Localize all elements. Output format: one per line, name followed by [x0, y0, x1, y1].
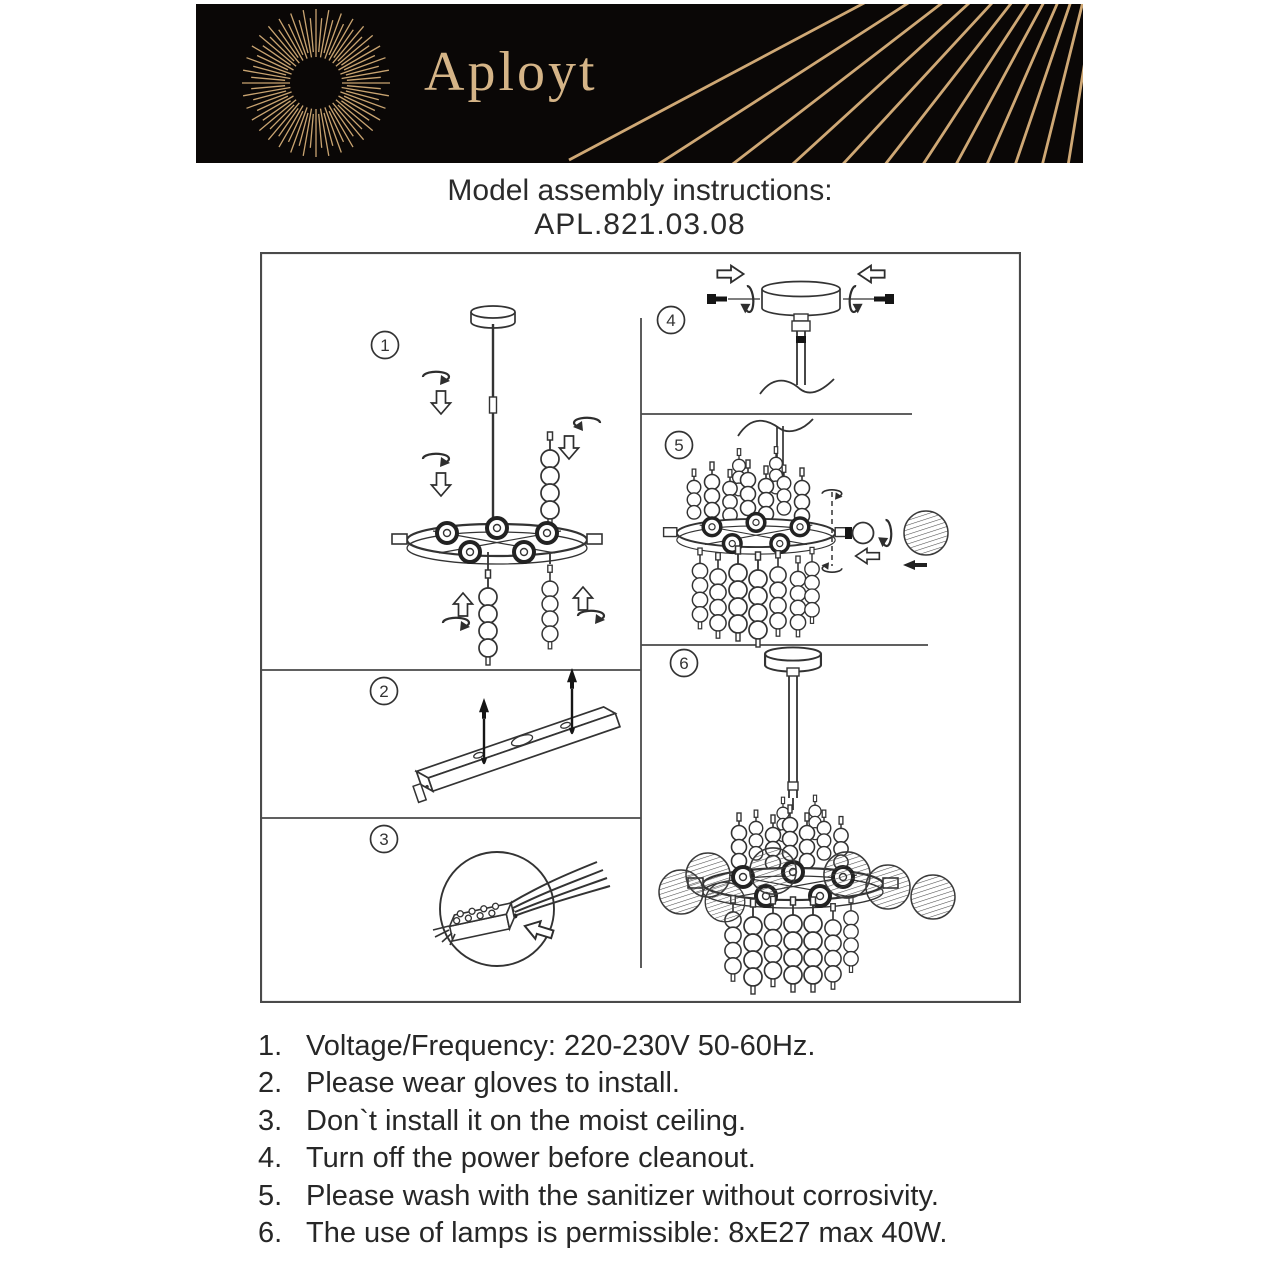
title-block [0, 174, 1280, 242]
assembly-diagram [260, 252, 1021, 1003]
item-number: 4. [258, 1142, 283, 1175]
wire-drawing [738, 419, 813, 436]
glass-shade-drawing [904, 511, 948, 555]
glass-shade-drawing [866, 865, 910, 909]
brand-logo-text: Aployt [424, 41, 598, 103]
glass-shade-drawing [659, 870, 703, 914]
glass-shade-drawing [750, 848, 796, 894]
rotate-arrow-icon [573, 418, 600, 431]
rotate-arrow-icon [423, 372, 450, 385]
step-6-number: 6 [679, 654, 689, 673]
list-item [258, 1028, 1058, 1065]
model-code: APL.821.03.08 [534, 208, 746, 241]
page-title: Model assembly instructions: [447, 174, 833, 207]
up-arrow-icon [454, 593, 473, 616]
chandelier-body-drawing [659, 795, 955, 994]
down-arrow-icon [432, 391, 451, 414]
item-text: Please wash with the sanitizer without corrosivity. [306, 1179, 939, 1212]
list-item [258, 1178, 1058, 1215]
brand-banner [196, 4, 1083, 163]
small-left-arrow-icon [903, 560, 927, 570]
bulb-base-drawing [845, 527, 852, 539]
banner-decoration [196, 4, 1083, 163]
down-arrow-icon [432, 473, 451, 496]
bead-strand-drawing [479, 570, 497, 665]
item-number: 1. [258, 1030, 283, 1062]
rotate-arrow-icon [849, 286, 865, 314]
rotate-arrow-icon [822, 562, 842, 572]
screw-icon [707, 294, 716, 304]
corner-rays-decoration [569, 4, 1083, 163]
step-2-diagram [371, 668, 622, 802]
step-1-diagram [372, 306, 606, 665]
down-arrow-icon [560, 436, 579, 459]
glass-shade-drawing [911, 875, 955, 919]
mounting-bracket-drawing [409, 704, 622, 802]
up-arrow-icon [574, 587, 593, 610]
list-item [258, 1103, 1058, 1140]
rotate-arrow-icon [423, 454, 450, 467]
rotate-arrow-icon [878, 520, 892, 547]
insert-arrow-icon [717, 266, 743, 283]
step-4-number: 4 [666, 311, 676, 330]
glass-shade-drawing [705, 882, 745, 922]
sunburst-icon [242, 9, 390, 157]
chandelier-ring-drawing [392, 518, 602, 564]
step-6-diagram [659, 647, 955, 994]
step-3-number: 3 [379, 830, 389, 849]
assembly-diagram-canvas [260, 252, 1021, 1003]
item-text: Don`t install it on the moist ceiling. [306, 1104, 747, 1137]
bead-strand-drawing [541, 432, 559, 527]
instruction-list [258, 1028, 1058, 1252]
insert-arrow-icon [856, 548, 880, 563]
item-number: 2. [258, 1067, 283, 1100]
light-bulb-icon [853, 523, 874, 544]
list-item [258, 1215, 1058, 1252]
step-5-diagram [664, 419, 948, 647]
chandelier-body-drawing [664, 447, 849, 647]
list-item [258, 1065, 1058, 1102]
rotate-arrow-icon [578, 611, 605, 624]
item-text: Voltage/Frequency: 220-230V 50-60Hz. [306, 1030, 816, 1062]
item-number: 3. [258, 1104, 283, 1137]
step-3-diagram [371, 826, 611, 967]
insert-arrow-icon [858, 266, 884, 283]
rotate-arrow-icon [443, 618, 470, 631]
item-number: 5. [258, 1179, 283, 1212]
item-text: Please wear gloves to install. [306, 1067, 680, 1100]
step-2-number: 2 [379, 682, 389, 701]
step-5-number: 5 [674, 436, 684, 455]
step-4-diagram [658, 266, 895, 394]
item-number: 6. [258, 1217, 283, 1250]
screw-icon [885, 294, 894, 304]
step-1-number: 1 [380, 336, 390, 355]
item-text: Turn off the power before cleanout. [306, 1142, 756, 1175]
rotate-arrow-icon [739, 286, 755, 314]
list-item [258, 1140, 1058, 1177]
glass-shade-drawing [824, 852, 870, 898]
item-text: The use of lamps is permissible: 8xE27 max 40W. [306, 1217, 948, 1250]
bead-strand-drawing [542, 565, 558, 649]
